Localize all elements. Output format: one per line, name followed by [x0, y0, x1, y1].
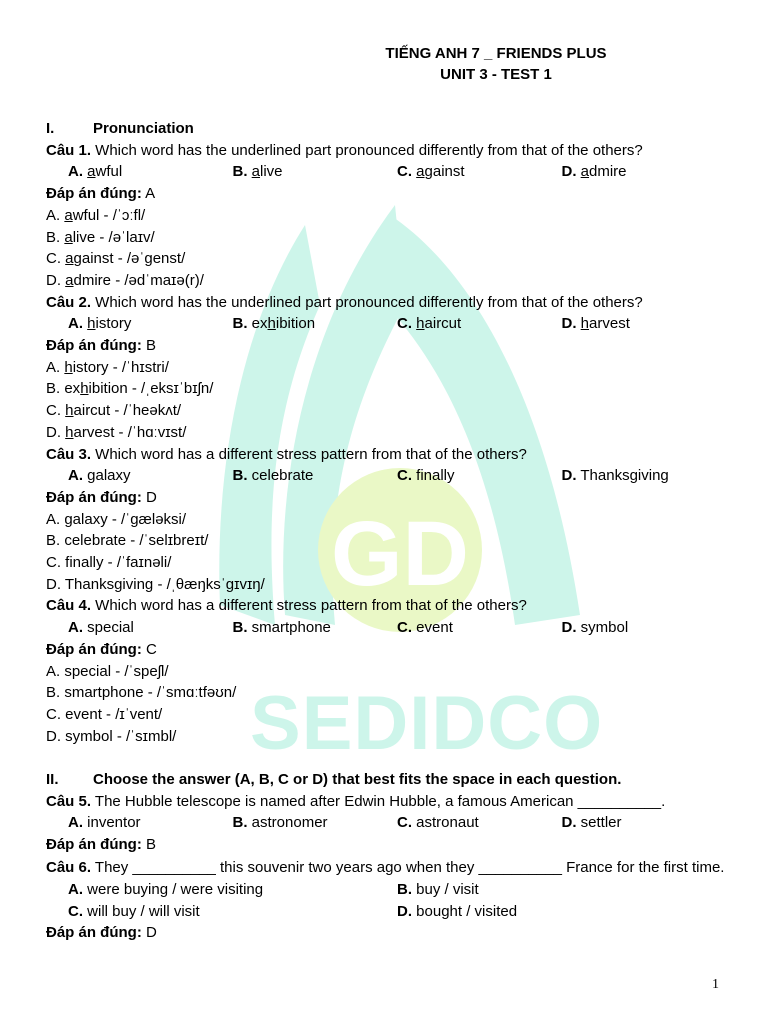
- explanation-line: A. galaxy - /ˈgæləksi/: [46, 510, 187, 528]
- question-text: Which word has the underlined part pronounced differently from that of the others?: [91, 293, 643, 311]
- explanation-line: D. harvest - /ˈhɑːvɪst/: [46, 423, 187, 441]
- question-6: [46, 856, 726, 879]
- option-c[interactable]: C. finally: [397, 467, 455, 485]
- answer-line: Đáp án đúng: B: [46, 836, 157, 854]
- explanation-line: B. celebrate - /ˈselɪbreɪt/: [46, 532, 209, 550]
- watermark-gd-text: GD: [331, 503, 469, 605]
- explanation-line: C. haircut - /ˈheəkʌt/: [46, 402, 182, 420]
- option-b[interactable]: B. exhibition: [232, 315, 316, 333]
- question-5-options: [46, 812, 726, 834]
- question-text: Which word has the underlined part pronounced differently from that of the others?: [91, 141, 643, 159]
- section-number: I.: [46, 120, 55, 137]
- option-a[interactable]: A. awful: [68, 163, 123, 181]
- question-label: Câu 4.: [46, 597, 92, 615]
- document-title: TIẾNG ANH 7 _ FRIENDS PLUS: [385, 45, 607, 62]
- explanation-line: D. symbol - /ˈsɪmbl/: [46, 727, 177, 745]
- question-3-options: [46, 465, 726, 487]
- question-1-options: [46, 161, 726, 183]
- question-text: Which word has a different stress pattern from that of the others?: [91, 445, 527, 463]
- question-3: [46, 444, 726, 466]
- page-number: 1: [712, 977, 719, 992]
- question-4: [46, 595, 726, 617]
- question-2-options: [46, 313, 726, 335]
- answer-line: Đáp án đúng: C: [46, 640, 157, 658]
- option-d[interactable]: D. Thanksgiving: [561, 467, 669, 485]
- answer-line: Đáp án đúng: B: [46, 337, 157, 355]
- option-c[interactable]: C. will buy / will visit: [68, 902, 200, 920]
- option-a[interactable]: A. were buying / were visiting: [68, 880, 264, 898]
- explanation-line: C. finally - /ˈfaɪnəli/: [46, 554, 172, 572]
- document-header: [256, 43, 736, 85]
- option-d[interactable]: D. settler: [561, 814, 622, 832]
- question-label: Câu 5.: [46, 792, 92, 810]
- explanation-line: A. history - /ˈhɪstri/: [46, 358, 169, 376]
- explanation-line: D. Thanksgiving - /ˌθæŋksˈgɪvɪŋ/: [46, 575, 265, 593]
- question-text: The Hubble telescope is named after Edwin Hubble, a famous American __________.: [91, 792, 666, 810]
- explanation-line: A. awful - /ˈɔːfl/: [46, 206, 146, 224]
- section-title: Pronunciation: [93, 120, 194, 137]
- section-number: II.: [46, 771, 59, 789]
- option-a[interactable]: A. inventor: [68, 814, 141, 832]
- option-a[interactable]: A. galaxy: [68, 467, 131, 485]
- question-text: They __________ this souvenir two years ago when they __________ France for the first time.: [91, 858, 725, 876]
- section-heading: [46, 769, 726, 791]
- option-c[interactable]: C. event: [397, 619, 453, 637]
- document-subtitle: UNIT 3 - TEST 1: [440, 66, 552, 83]
- option-d[interactable]: D. harvest: [561, 315, 630, 333]
- option-b[interactable]: B. alive: [232, 163, 283, 181]
- explanation-line: A. special - /ˈspeʃl/: [46, 662, 169, 680]
- option-a[interactable]: A. special: [68, 619, 134, 637]
- explanation-line: D. admire - /ədˈmaɪə(r)/: [46, 271, 204, 289]
- option-d[interactable]: D. admire: [561, 163, 627, 181]
- explanation-line: B. alive - /əˈlaɪv/: [46, 228, 155, 246]
- question-6-options-row1: [46, 879, 726, 901]
- document-page: [46, 43, 726, 944]
- option-d[interactable]: D. bought / visited: [397, 902, 518, 920]
- option-c[interactable]: C. against: [397, 163, 465, 181]
- answer-line: Đáp án đúng: D: [46, 488, 157, 506]
- question-label: Câu 3.: [46, 445, 92, 463]
- question-2: [46, 292, 726, 314]
- watermark-brand-text: SEDIDCO: [250, 681, 604, 766]
- explanation-line: B. exhibition - /ˌeksɪˈbɪʃn/: [46, 380, 214, 398]
- option-d[interactable]: D. symbol: [561, 619, 629, 637]
- explanation-line: B. smartphone - /ˈsmɑːtfəʊn/: [46, 684, 237, 702]
- explanation-line: C. event - /ɪˈvent/: [46, 705, 163, 723]
- option-b[interactable]: B. smartphone: [232, 619, 331, 637]
- question-5: [46, 791, 726, 813]
- question-label: Câu 6.: [46, 858, 92, 876]
- option-c[interactable]: C. haircut: [397, 315, 462, 333]
- option-a[interactable]: A. history: [68, 315, 132, 333]
- answer-line: Đáp án đúng: D: [46, 924, 157, 942]
- option-c[interactable]: C. astronaut: [397, 814, 479, 832]
- question-text: Which word has a different stress pattern from that of the others?: [91, 597, 527, 615]
- answer-line: Đáp án đúng: A: [46, 185, 156, 203]
- question-4-options: [46, 617, 726, 639]
- question-6-options-row2: [46, 901, 726, 923]
- section-title: Choose the answer (A, B, C or D) that best fits the space in each question.: [93, 771, 622, 789]
- question-1: [46, 140, 726, 162]
- section-heading: [46, 118, 726, 140]
- option-b[interactable]: B. astronomer: [232, 814, 328, 832]
- question-label: Câu 2.: [46, 293, 92, 311]
- option-b[interactable]: B. buy / visit: [397, 880, 479, 898]
- option-b[interactable]: B. celebrate: [232, 467, 314, 485]
- explanation-line: C. against - /əˈgenst/: [46, 250, 186, 268]
- question-label: Câu 1.: [46, 141, 92, 159]
